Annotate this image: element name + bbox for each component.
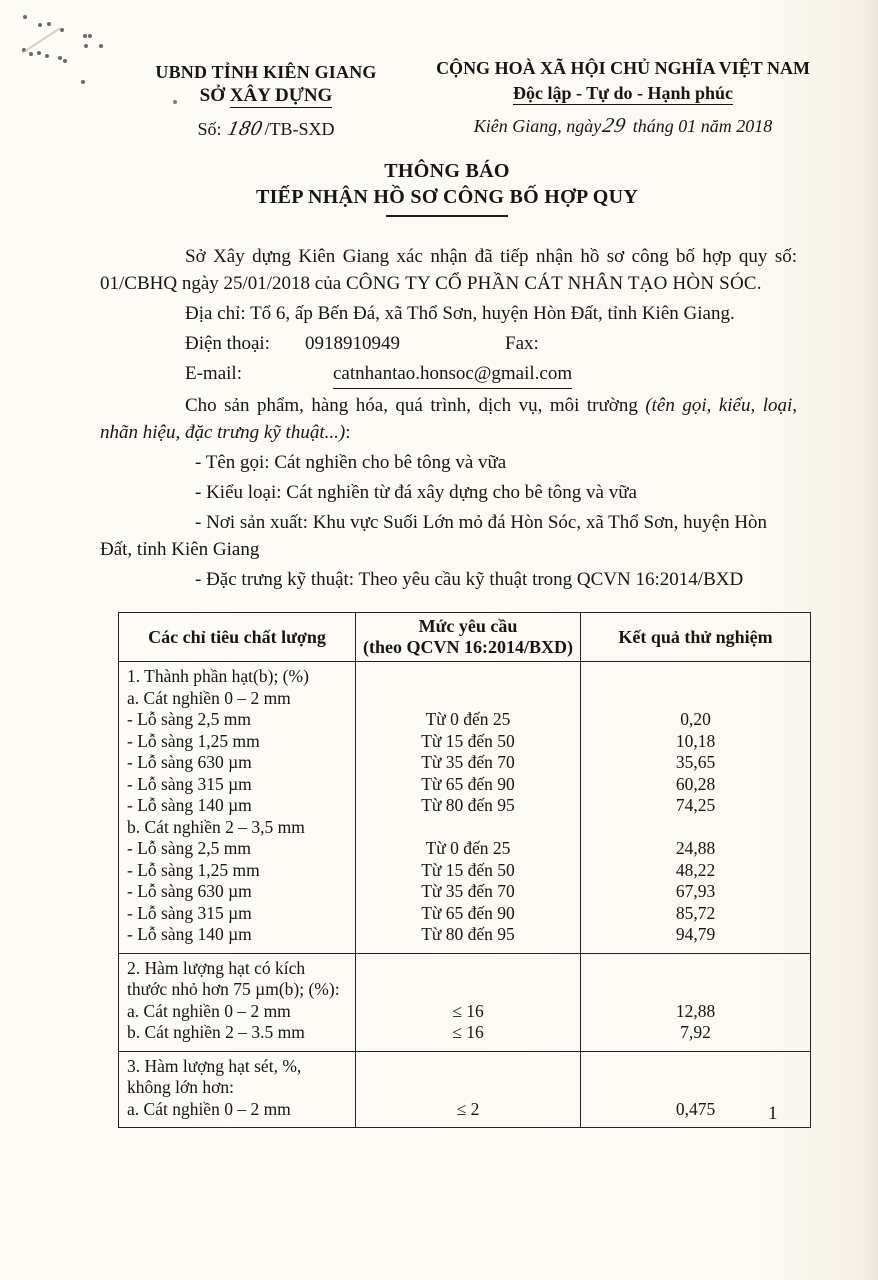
section2-result-cell: 12,88 7,92 xyxy=(581,953,811,1051)
handwritten-day: 29 xyxy=(600,113,629,137)
quality-criteria-table xyxy=(118,612,810,1128)
section1-criteria-cell: 1. Thành phần hạt(b); (%) a. Cát nghiền 0 – 2 mm - Lỗ sàng 2,5 mm - Lỗ sàng 1,25 mm - Lỗ sàng 630 µm - Lỗ sàng 315 µm - Lỗ sàng 140 µm b. Cát nghiền 2 – 3,5 mm - Lỗ sàng 2,5 mm - Lỗ sàng 1,25 mm - Lỗ sàng 630 µm - Lỗ sàng 315 µm - Lỗ sàng 140 µm xyxy=(119,662,356,954)
phone-label: Điện thoại: xyxy=(185,333,270,354)
section3-criteria-cell: 3. Hàm lượng hạt sét, %, không lớn hơn: a. Cát nghiền 0 – 2 mm xyxy=(119,1051,356,1128)
email-label: E-mail: xyxy=(185,363,242,384)
phone-fax-line xyxy=(100,330,797,357)
handwritten-document-number: 180 xyxy=(225,116,266,140)
document-number-line: Số: 180/TB-SXD xyxy=(197,116,335,140)
national-motto-block xyxy=(424,58,822,138)
document-title xyxy=(100,160,794,217)
page-number: 1 xyxy=(768,1103,778,1124)
list-item-noi-san-xuat: - Nơi sản xuất: Khu vực Suối Lớn mỏ đá Hòn Sóc, xã Thổ Sơn, huyện Hòn Đất, tỉnh Kiên Giang xyxy=(100,512,768,560)
table-section-3 xyxy=(119,1051,811,1128)
phone-value: 0918910949 xyxy=(305,333,400,354)
document-body xyxy=(100,243,797,596)
header-requirement: Mức yêu cầu (theo QCVN 16:2014/BXD) xyxy=(356,613,581,662)
address-line: Địa chỉ: Tổ 6, ấp Bến Đá, xã Thổ Sơn, huyện Hòn Đất, tỉnh Kiên Giang. xyxy=(185,303,735,324)
company-name: CÔNG TY CỔ PHẦN CÁT NHÂN TẠO HÒN SÓC xyxy=(345,273,757,294)
intro-paragraph: Sở Xây dựng Kiên Giang xác nhận đã tiếp nhận hồ sơ công bố hợp quy số: 01/CBHQ ngày 25/01/2018 của CÔNG TY CỔ PHẦN CÁT NHÂN TẠO HÒN SÓC. xyxy=(100,246,797,294)
section3-requirement-cell: ≤ 2 xyxy=(356,1051,581,1128)
fax-label: Fax: xyxy=(505,333,539,354)
title-line-1: THÔNG BÁO xyxy=(384,160,510,182)
agency-name: SỞ XÂY DỰNG xyxy=(199,85,333,106)
scope-italic-note: (tên gọi, kiểu, loại, nhãn hiệu, đặc trưng kỹ thuật...) xyxy=(100,395,797,443)
national-motto: Độc lập - Tự do - Hạnh phúc xyxy=(512,83,734,103)
place-date-line: Kiên Giang, ngày29 tháng 01 năm 2018 xyxy=(473,113,773,137)
list-item-ten-goi: - Tên gọi: Cát nghiền cho bê tông và vữa xyxy=(195,452,507,473)
scan-ink-specks xyxy=(23,15,27,19)
table-section-1 xyxy=(119,662,811,954)
email-line xyxy=(100,360,797,389)
section2-criteria-cell: 2. Hàm lượng hạt có kích thước nhỏ hơn 75 µm(b); (%): a. Cát nghiền 0 – 2 mm b. Cát nghiền 2 – 3.5 mm xyxy=(119,953,356,1051)
list-item-kieu-loai: - Kiểu loại: Cát nghiền từ đá xây dựng cho bê tông và vữa xyxy=(195,482,637,503)
section1-result-cell: 0,20 10,18 35,65 60,28 74,25 24,88 48,22 67,93 85,72 94,79 xyxy=(581,662,811,954)
agency-name-underlined: XÂY DỰNG xyxy=(229,85,333,106)
scan-pencil-mark xyxy=(21,27,61,54)
title-line-2: TIẾP NHẬN HỒ SƠ CÔNG BỐ HỢP QUY xyxy=(255,186,639,208)
header-test-result: Kết quả thử nghiệm xyxy=(581,613,811,662)
email-value: catnhantao.honsoc@gmail.com xyxy=(333,360,572,389)
table-section-2 xyxy=(119,953,811,1051)
list-item-dac-trung: - Đặc trưng kỹ thuật: Theo yêu cầu kỹ thuật trong QCVN 16:2014/BXD xyxy=(195,569,744,590)
issuing-agency-block xyxy=(128,62,404,141)
section3-result-cell: 0,475 xyxy=(581,1051,811,1128)
header-criteria: Các chỉ tiêu chất lượng xyxy=(119,613,356,662)
table-header-row xyxy=(119,613,811,662)
scope-paragraph: Cho sản phẩm, hàng hóa, quá trình, dịch vụ, môi trường (tên gọi, kiểu, loại, nhãn hiệu, đặc trưng kỹ thuật...): xyxy=(100,395,797,443)
parent-agency: UBND TỈNH KIÊN GIANG xyxy=(155,62,377,82)
title-underline xyxy=(386,215,508,217)
national-title: CỘNG HOÀ XÃ HỘI CHỦ NGHĨA VIỆT NAM xyxy=(436,58,810,78)
section1-requirement-cell: Từ 0 đến 25 Từ 15 đến 50 Từ 35 đến 70 Từ 65 đến 90 Từ 80 đến 95 Từ 0 đến 25 Từ 15 đến 50 Từ 35 đến 70 Từ 65 đến 90 Từ 80 đến 95 xyxy=(356,662,581,954)
section2-requirement-cell: ≤ 16 ≤ 16 xyxy=(356,953,581,1051)
